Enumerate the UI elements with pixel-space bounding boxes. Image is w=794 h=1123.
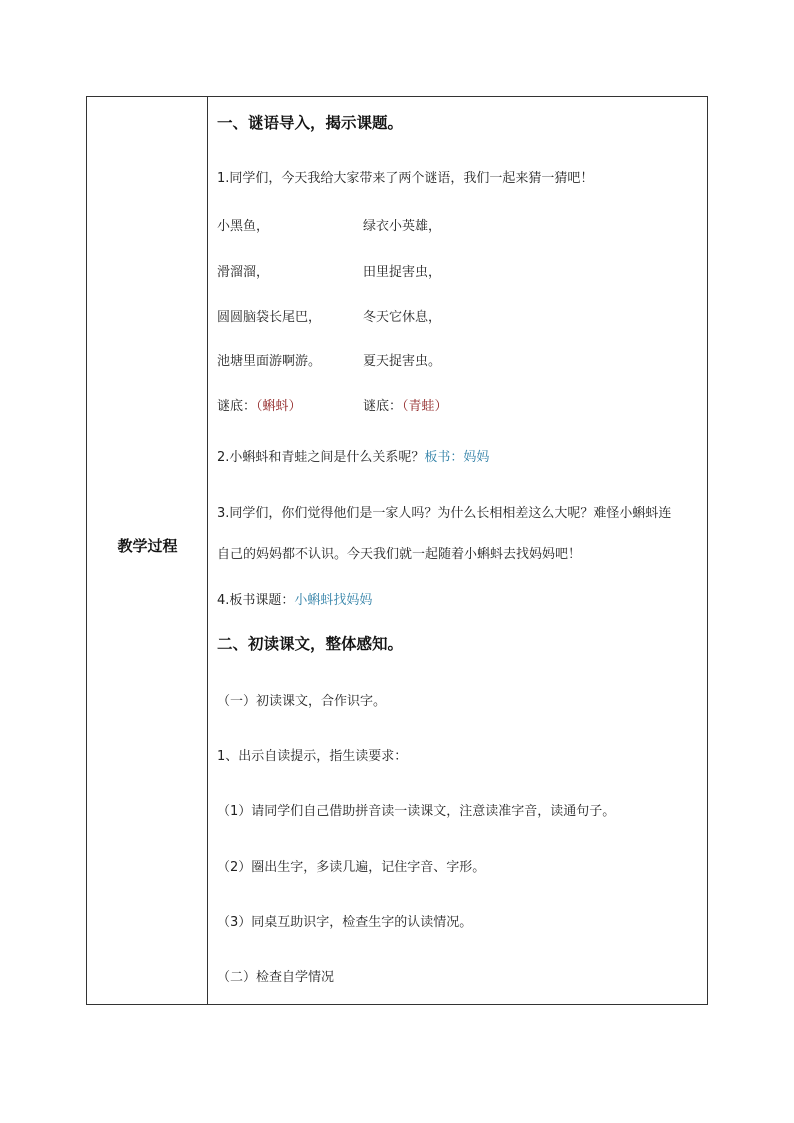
riddle-1-line: 小黑鱼，	[217, 219, 270, 234]
paragraph-4-text: 4.板书课题：	[217, 593, 295, 608]
paragraph-3-line-1: 3.同学们，你们觉得他们是一家人吗？为什么长相相差这么大呢？难怪小蝌蚪连	[217, 506, 672, 521]
paragraph-3-line-2: 自己的妈妈都不认识。今天我们就一起随着小蝌蚪去找妈妈吧！	[217, 547, 582, 562]
paragraph-4	[217, 589, 372, 608]
paragraph-2-text: 2.小蝌蚪和青蛙之间是什么关系呢？	[217, 450, 425, 465]
answer-label: 谜底：	[363, 399, 403, 414]
riddle-2-answer	[363, 395, 448, 414]
riddle-1-line: 圆圆脑袋长尾巴，	[217, 310, 322, 325]
subheading-1: （一）初读课文，合作识字。	[217, 694, 387, 709]
riddle-1-line: 池塘里面游啊游。	[217, 354, 322, 369]
requirement-1: （1）请同学们自己借助拼音读一读课文，注意读准字音，读通句子。	[217, 804, 616, 819]
riddle-2-line: 冬天它休息，	[363, 310, 442, 325]
requirement-3: （3）同桌互助识字，检查生字的认读情况。	[217, 915, 473, 930]
subheading-2: （二）检查自学情况	[217, 970, 335, 985]
answer-label: 谜底：	[217, 399, 257, 414]
paragraph-1: 1.同学们，今天我给大家带来了两个谜语，我们一起来猜一猜吧！	[217, 171, 594, 186]
heading-1: 一、谜语导入，揭示课题。	[217, 114, 404, 132]
answer-text: （青蛙）	[402, 399, 448, 414]
step-1: 1、出示自读提示，指生读要求：	[217, 749, 408, 764]
requirement-2: （2）圈出生字，多读几遍，记住字音、字形。	[217, 860, 486, 875]
riddle-2-line: 绿衣小英雄，	[363, 219, 442, 234]
paragraph-2	[217, 446, 489, 465]
riddle-1-answer	[217, 395, 302, 414]
lesson-table	[86, 96, 708, 1005]
lesson-title: 小蝌蚪找妈妈	[294, 593, 373, 608]
section-label: 教学过程	[117, 537, 178, 555]
riddle-2-line: 夏天捉害虫。	[363, 354, 442, 369]
section-label-cell	[87, 97, 208, 1004]
content-cell	[208, 97, 707, 1004]
answer-text: （蝌蚪）	[256, 399, 302, 414]
board-note: 板书：妈妈	[424, 450, 490, 465]
heading-2: 二、初读课文，整体感知。	[217, 635, 404, 653]
riddle-2-line: 田里捉害虫，	[363, 265, 442, 280]
riddle-1-line: 滑溜溜，	[217, 265, 270, 280]
